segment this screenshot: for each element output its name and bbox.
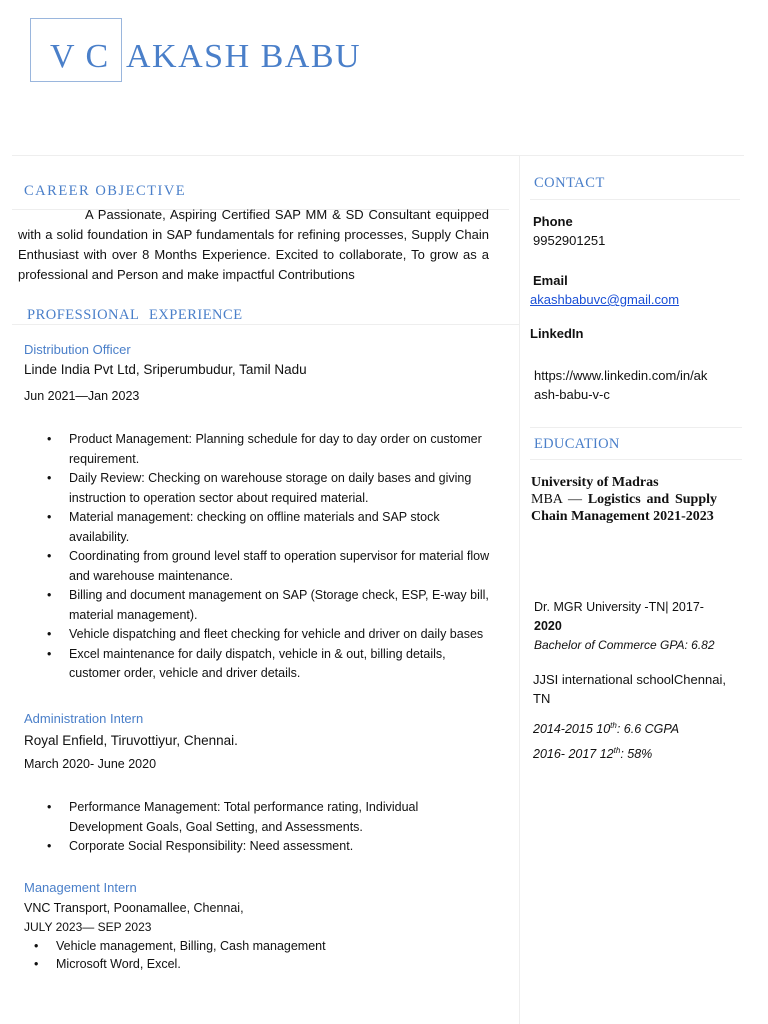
career-objective-text (18, 205, 489, 285)
contact-heading: CONTACT (534, 175, 605, 191)
mba-entry (531, 474, 717, 525)
bcom-entry (534, 598, 715, 655)
mba-degree: Logistics and Supply Chain Management 2021-2023 (531, 492, 717, 524)
education-divider (530, 459, 742, 460)
job-company: Linde India Pvt Ltd, Sriperumbudur, Tamil Nadu (24, 362, 307, 377)
linkedin-label: LinkedIn (530, 326, 584, 341)
bcom-university: Dr. MGR University -TN| 2017- (534, 600, 704, 614)
career-objective-body: A Passionate, Aspiring Certified SAP MM & SD Consultant equipped with a solid foundation in SAP fundamentals for refining processes, Supply Chain Enthusiast with over 8 Months Experience. Excited to collaborate, To grow as a professional and Person and make impactful Contributions (18, 207, 489, 282)
school-name-line1: JJSI international schoolChennai, (533, 672, 726, 687)
bcom-year-end: 2020 (534, 619, 562, 633)
job-title: Distribution Officer (24, 342, 131, 357)
column-divider (519, 156, 520, 1024)
experience-divider (12, 324, 519, 325)
bullet-item: • Product Management: Planning schedule for day to day order on customer requirement. (24, 430, 494, 469)
experience-heading: PROFESSIONAL EXPERIENCE (27, 307, 243, 323)
job-dates: Jun 2021—Jan 2023 (24, 389, 140, 403)
job-title: Administration Intern (24, 711, 144, 726)
mba-university: University of Madras (531, 475, 659, 490)
job-dates: JULY 2023— SEP 2023 (24, 920, 152, 934)
linkedin-url-line2: ash-babu-v-c (534, 387, 610, 402)
header-divider (12, 155, 744, 156)
bullet-item: • Material management: checking on offline materials and SAP stock availability. (24, 508, 494, 547)
bullet-item: • Vehicle management, Billing, Cash management (24, 937, 494, 955)
bullet-item: • Performance Management: Total performance rating, Individual Development Goals, Goal Setting, and Assessments. (24, 798, 494, 837)
name-surname: AKASH BABU (126, 38, 362, 75)
linkedin-url-line1: https://www.linkedin.com/in/ak (534, 368, 708, 383)
bullet-item: • Microsoft Word, Excel. (24, 955, 494, 973)
bullet-item: • Corporate Social Responsibility: Need assessment. (24, 837, 494, 857)
bcom-detail: Bachelor of Commerce GPA: 6.82 (534, 638, 715, 652)
job-title: Management Intern (24, 880, 137, 895)
school-grade-10: 2014-2015 10th: 6.6 CGPA (533, 721, 680, 737)
bullet-item: • Vehicle dispatching and fleet checking for vehicle and driver on daily bases (24, 625, 494, 645)
education-heading: EDUCATION (534, 436, 620, 452)
job-bullets (24, 430, 494, 684)
school-name-line2: TN (533, 691, 551, 706)
education-top-divider (530, 427, 742, 428)
job-bullets (24, 798, 494, 857)
job-bullets (24, 937, 494, 973)
linkedin-url[interactable] (534, 366, 707, 404)
bullet-item: • Excel maintenance for daily dispatch, vehicle in & out, billing details, customer order, vehicle and driver details. (24, 645, 494, 684)
mba-degree-prefix: MBA — (531, 492, 588, 507)
school-grades (533, 715, 679, 765)
candidate-name (50, 38, 361, 76)
job-company: Royal Enfield, Tiruvottiyur, Chennai. (24, 733, 238, 748)
phone-label: Phone (533, 214, 573, 229)
job-company: VNC Transport, Poonamallee, Chennai, (24, 901, 244, 915)
career-objective-heading: CAREER OBJECTIVE (24, 183, 187, 199)
name-initials: V C (50, 38, 110, 75)
bullet-item: • Billing and document management on SAP (Storage check, ESP, E-way bill, material management). (24, 586, 494, 625)
email-link[interactable]: akashbabuvc@gmail.com (530, 292, 680, 307)
school-grade-12: 2016- 2017 12th: 58% (533, 746, 653, 762)
phone-value: 9952901251 (533, 233, 606, 248)
job-dates: March 2020- June 2020 (24, 757, 157, 771)
contact-divider (530, 199, 740, 200)
school-entry (533, 670, 726, 708)
bullet-item: • Coordinating from ground level staff to operation supervisor for material flow and warehouse maintenance. (24, 547, 494, 586)
email-label: Email (533, 273, 568, 288)
bullet-item: • Daily Review: Checking on warehouse storage on daily bases and giving instruction to operation sector about required material. (24, 469, 494, 508)
